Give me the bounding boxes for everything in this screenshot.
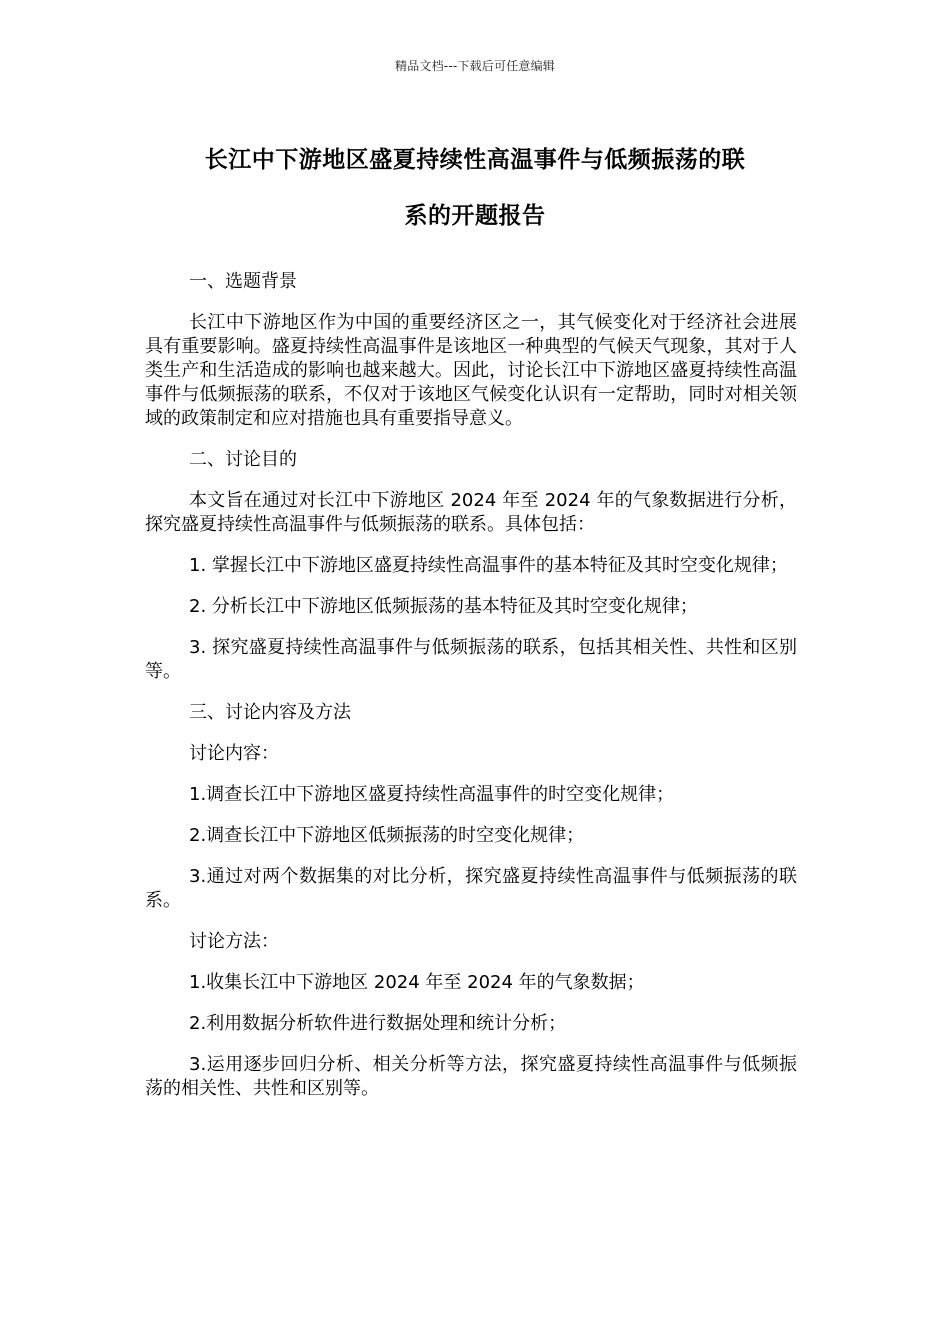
content-item-1: 1.调查长江中下游地区盛夏持续性高温事件的时空变化规律； (189, 784, 675, 805)
method-label: 讨论方法： (189, 931, 279, 952)
content-label: 讨论内容： (189, 743, 279, 764)
method-item-2: 2.利用数据分析软件进行数据处理和统计分析； (189, 1013, 567, 1034)
document-title (140, 132, 810, 244)
section-heading-background: 一、选题背景 (189, 271, 297, 292)
method-item-3: 3.运用逐步回归分析、相关分析等方法，探究盛夏持续性高温事件与低频振荡的相关性、共性和区别等。 (145, 1054, 797, 1099)
section-heading-content-methods: 三、讨论内容及方法 (189, 702, 351, 723)
purpose-item-1: 1. 掌握长江中下游地区盛夏持续性高温事件的基本特征及其时空变化规律； (189, 555, 788, 576)
header-note: 精品文档---下载后可任意编辑 (395, 59, 555, 73)
purpose-item-3: 3. 探究盛夏持续性高温事件与低频振荡的联系，包括其相关性、共性和区别等。 (145, 637, 797, 682)
paragraph-background: 长江中下游地区作为中国的重要经济区之一，其气候变化对于经济社会进展具有重要影响。盛夏持续性高温事件是该地区一种典型的气候天气现象，其对于人类生产和生活造成的影响也越来越大。因此，讨论长江中下游地区盛夏持续性高温事件与低频振荡的联系，不仅对于该地区气候变化认识有一定帮助，同时对相关领域的政策制定和应对措施也具有重要指导意义。 (145, 312, 797, 429)
title-line-1: 长江中下游地区盛夏持续性高温事件与低频振荡的联 (204, 147, 746, 173)
purpose-item-2: 2. 分析长江中下游地区低频振荡的基本特征及其时空变化规律； (189, 596, 698, 617)
paragraph-purpose: 本文旨在通过对长江中下游地区 2024 年至 2024 年的气象数据进行分析，探究盛夏持续性高温事件与低频振荡的联系。具体包括： (145, 490, 797, 535)
content-item-2: 2.调查长江中下游地区低频振荡的时空变化规律； (189, 825, 585, 846)
method-item-1: 1.收集长江中下游地区 2024 年至 2024 年的气象数据； (189, 972, 645, 993)
content-item-3: 3.通过对两个数据集的对比分析，探究盛夏持续性高温事件与低频振荡的联系。 (145, 866, 797, 911)
title-line-2: 系的开题报告 (404, 203, 546, 229)
section-heading-purpose: 二、讨论目的 (189, 449, 297, 470)
document-body (145, 270, 797, 1118)
